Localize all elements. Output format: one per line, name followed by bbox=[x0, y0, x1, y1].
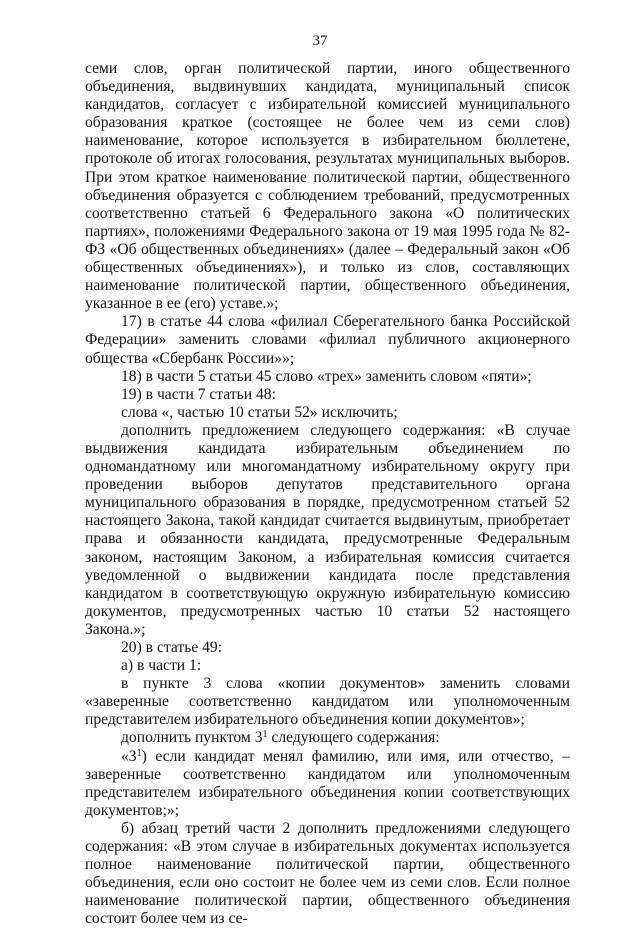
paragraph-text-after: следующего содержания: bbox=[267, 729, 440, 747]
paragraph-item-19: 19) в части 7 статьи 48: bbox=[121, 385, 276, 403]
paragraph-item-20a-point3-1 bbox=[85, 748, 570, 820]
superscript: 1 bbox=[262, 729, 268, 741]
paragraph-item-20b: б) абзац третий части 2 дополнить предложениями следующего содержания: «В этом случае в избирательных документах используется полное наименование политической партии, общественного объединения, если оно состоит не более чем из семи слов. Если полное наименование политической партии, общественного объединения состоит более чем из се- bbox=[85, 819, 570, 928]
paragraph-item-18: 18) в части 5 статьи 45 слово «трех» заменить словом «пяти»; bbox=[121, 367, 532, 385]
paragraph-text: дополнить пунктом 3 bbox=[121, 729, 263, 747]
paragraph-item-20a-add-point bbox=[85, 729, 570, 747]
paragraph-text-after: ) если кандидат менял фамилию, или имя, или отчество, – заверенные соответственно кандидатом или уполномоченным представителем избирательного объединения копии соответствующих документов;»; bbox=[85, 747, 570, 819]
paragraph-item-19-exclude: слова «, частью 10 статьи 52» исключить; bbox=[121, 403, 398, 421]
paragraph-item-20a: а) в части 1: bbox=[121, 657, 202, 675]
paragraph-continuation: семи слов, орган политической партии, иного общественного объединения, выдвинувших кандидата, муниципальный список кандидатов, согласует с избирательной комиссией муниципального образования краткое (состоящее не более чем из семи слов) наименование, которое используется в избирательном бюллетене, протоколе об итогах голосования, результатах муниципальных выборов. При этом краткое наименование политической партии, общественного объединения образуется с соблюдением требований, предусмотренных соответственно статьей 6 Федерального закона «О политических партиях», положениями Федерального закона от 19 мая 1995 года № 82-ФЗ «Об общественных объединениях» (далее – Федеральный закон «Об общественных объединениях»), и только из слов, составляющих наименование политической партии, общественного объединения, указанное в ее (его) уставе.»; bbox=[85, 60, 570, 313]
paragraph-item-17: 17) в статье 44 слова «филиал Сберегательного банка Российской Федерации» заменить словами «филиал публичного акционерного общества «Сбербанк России»»; bbox=[85, 313, 570, 367]
paragraph-item-20: 20) в статье 49: bbox=[121, 639, 223, 656]
paragraph-text: «3 bbox=[121, 747, 137, 765]
paragraph-item-20a-point3: в пункте 3 слова «копии документов» заменить словами «заверенные соответственно кандидатом или уполномоченным представителем избирательного объединения копии документов»; bbox=[85, 675, 570, 729]
page-number: 37 bbox=[312, 33, 328, 49]
paragraph-item-19-add: дополнить предложением следующего содержания: «В случае выдвижения кандидата избирательным объединением по одномандатному или многомандатному избирательному округу при проведении выборов депутатов представительного органа муниципального образования в порядке, предусмотренном статьей 52 настоящего Закона, такой кандидат считается выдвинутым, приобретает права и обязанности кандидата, предусмотренные Федеральным законом, настоящим Законом, а избирательная комиссия считается уведомленной о выдвижении кандидата после представления кандидатом в соответствующую окружную избирательную комиссию документов, предусмотренных частью 10 статьи 52 настоящего Закона.»; bbox=[85, 421, 570, 638]
superscript: 1 bbox=[136, 747, 142, 759]
document-body bbox=[85, 60, 570, 929]
